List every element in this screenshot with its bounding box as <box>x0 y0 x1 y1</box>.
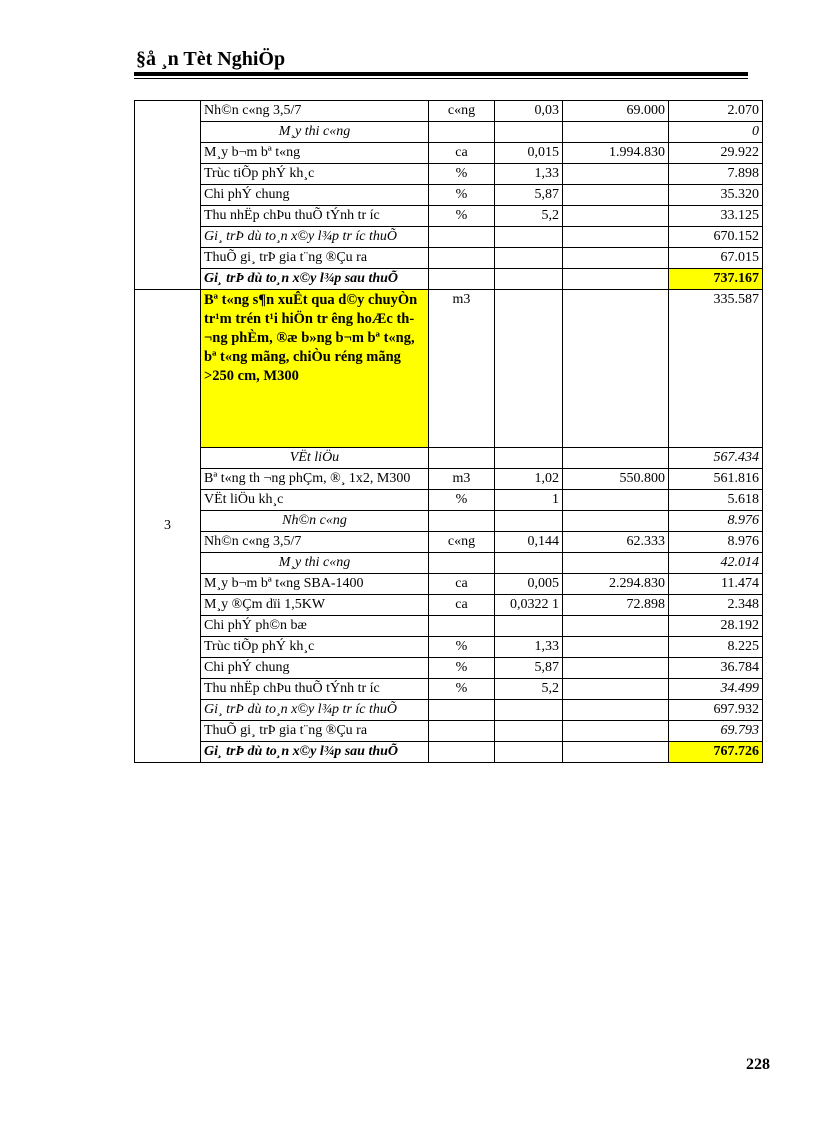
row-quantity: 0,005 <box>495 574 563 595</box>
row-amount: 34.499 <box>669 679 763 700</box>
row-quantity: 5,2 <box>495 206 563 227</box>
row-amount: 5.618 <box>669 490 763 511</box>
table-row <box>135 206 763 227</box>
row-unit <box>429 511 495 532</box>
row-unit-price: 1.994.830 <box>563 143 669 164</box>
table-row <box>135 616 763 637</box>
table-row <box>135 185 763 206</box>
item-header-row <box>135 290 763 448</box>
cost-estimate-table <box>134 100 763 763</box>
row-unit-price <box>563 616 669 637</box>
row-amount: 697.932 <box>669 700 763 721</box>
row-amount: 11.474 <box>669 574 763 595</box>
table-row <box>135 490 763 511</box>
table-row <box>135 700 763 721</box>
table-row <box>135 248 763 269</box>
row-unit <box>429 227 495 248</box>
table-row <box>135 658 763 679</box>
table-row <box>135 637 763 658</box>
table-row <box>135 143 763 164</box>
total-unit-price <box>563 742 669 763</box>
item-unit-cell: m3 <box>429 290 495 448</box>
table-row <box>135 595 763 616</box>
row-unit-price: 62.333 <box>563 532 669 553</box>
header-rule-thin <box>134 78 748 79</box>
row-amount: 28.192 <box>669 616 763 637</box>
row-unit <box>429 448 495 469</box>
row-unit <box>429 122 495 143</box>
row-unit-price: 2.294.830 <box>563 574 669 595</box>
row-quantity: 0,144 <box>495 532 563 553</box>
row-unit-price: 72.898 <box>563 595 669 616</box>
row-amount: 8.976 <box>669 532 763 553</box>
table-row <box>135 511 763 532</box>
row-description: Chi phÝ chung <box>201 185 429 206</box>
row-description: Nh©n c«ng 3,5/7 <box>201 101 429 122</box>
row-description: Bª t«ng th ¬ng phÇm, ®¸ 1x2, M300 <box>201 469 429 490</box>
row-unit: % <box>429 490 495 511</box>
row-quantity: 0,015 <box>495 143 563 164</box>
row-amount: 29.922 <box>669 143 763 164</box>
table-row <box>135 448 763 469</box>
table-item-3 <box>135 290 763 763</box>
row-unit: % <box>429 637 495 658</box>
row-amount: 2.070 <box>669 101 763 122</box>
table-row <box>135 164 763 185</box>
row-amount: 7.898 <box>669 164 763 185</box>
total-quantity <box>495 742 563 763</box>
item-price-cell <box>563 290 669 448</box>
row-description: Thu nhËp chÞu thuÕ tÝnh tr íc <box>201 679 429 700</box>
row-amount: 35.320 <box>669 185 763 206</box>
row-unit-price <box>563 206 669 227</box>
row-unit-price <box>563 553 669 574</box>
row-unit-price <box>563 721 669 742</box>
row-quantity: 0,03 <box>495 101 563 122</box>
row-unit: c«ng <box>429 532 495 553</box>
total-unit-price <box>563 269 669 290</box>
row-description: Trùc tiÕp phÝ kh¸c <box>201 164 429 185</box>
total-unit <box>429 742 495 763</box>
document-header-title: §å ¸n Tèt NghiÖp <box>136 48 286 70</box>
row-amount: 670.152 <box>669 227 763 248</box>
row-quantity <box>495 700 563 721</box>
total-amount: 767.726 <box>669 742 763 763</box>
row-amount: 33.125 <box>669 206 763 227</box>
row-unit-price <box>563 511 669 532</box>
row-unit: m3 <box>429 469 495 490</box>
row-unit-price <box>563 122 669 143</box>
row-quantity <box>495 616 563 637</box>
row-unit-price <box>563 248 669 269</box>
item-index-cell: 3 <box>135 290 201 763</box>
total-unit <box>429 269 495 290</box>
row-amount: 0 <box>669 122 763 143</box>
row-quantity <box>495 248 563 269</box>
total-row <box>135 742 763 763</box>
row-unit <box>429 553 495 574</box>
row-amount: 42.014 <box>669 553 763 574</box>
row-unit <box>429 616 495 637</box>
table-row <box>135 532 763 553</box>
row-unit-price <box>563 448 669 469</box>
row-quantity: 5,2 <box>495 679 563 700</box>
row-description: Nh©n c«ng 3,5/7 <box>201 532 429 553</box>
row-description: Thu nhËp chÞu thuÕ tÝnh tr íc <box>201 206 429 227</box>
row-description: M¸y b¬m bª t«ng <box>201 143 429 164</box>
table-row <box>135 721 763 742</box>
row-quantity: 1,02 <box>495 469 563 490</box>
row-unit: % <box>429 185 495 206</box>
row-unit-price <box>563 679 669 700</box>
row-description: ThuÕ gi¸ trÞ gia t¨ng ®Çu ra <box>201 721 429 742</box>
row-unit-price <box>563 490 669 511</box>
row-quantity: 1 <box>495 490 563 511</box>
row-amount: 567.434 <box>669 448 763 469</box>
table-row <box>135 469 763 490</box>
row-amount: 561.816 <box>669 469 763 490</box>
item-description-cell: Bª t«ng s¶n xuÊt qua d©y chuyÒn tr¹m trén t¹i hiÖn tr êng hoÆc th ¬ng phÈm, ®æ b»ng b¬m bª t«ng, bª t«ng mãng, chiÒu réng mãng >250 cm, M300 <box>201 290 429 448</box>
table-group-1 <box>135 101 763 290</box>
group-index-cell <box>135 101 201 290</box>
total-row <box>135 269 763 290</box>
row-unit <box>429 721 495 742</box>
row-quantity: 5,87 <box>495 185 563 206</box>
row-unit: ca <box>429 595 495 616</box>
row-unit-price <box>563 658 669 679</box>
table-row <box>135 122 763 143</box>
row-unit <box>429 700 495 721</box>
row-description: ThuÕ gi¸ trÞ gia t¨ng ®Çu ra <box>201 248 429 269</box>
row-description: Chi phÝ ph©n bæ <box>201 616 429 637</box>
row-unit-price <box>563 637 669 658</box>
row-unit: % <box>429 679 495 700</box>
row-unit: % <box>429 164 495 185</box>
total-description: Gi¸ trÞ dù to¸n x©y l¾p sau thuÕ <box>201 269 429 290</box>
table-row <box>135 553 763 574</box>
table-row <box>135 227 763 248</box>
row-unit: ca <box>429 574 495 595</box>
row-amount: 8.976 <box>669 511 763 532</box>
row-quantity <box>495 721 563 742</box>
row-unit: c«ng <box>429 101 495 122</box>
total-amount: 737.167 <box>669 269 763 290</box>
row-description: Gi¸ trÞ dù to¸n x©y l¾p tr íc thuÕ <box>201 227 429 248</box>
row-quantity <box>495 448 563 469</box>
row-unit-price: 69.000 <box>563 101 669 122</box>
item-qty-cell <box>495 290 563 448</box>
row-amount: 8.225 <box>669 637 763 658</box>
row-description: M¸y thi c«ng <box>201 553 429 574</box>
row-quantity <box>495 227 563 248</box>
table-row <box>135 574 763 595</box>
row-unit: ca <box>429 143 495 164</box>
row-unit-price <box>563 700 669 721</box>
row-amount: 69.793 <box>669 721 763 742</box>
row-description: M¸y b¬m bª t«ng SBA-1400 <box>201 574 429 595</box>
row-unit-price <box>563 185 669 206</box>
row-quantity <box>495 553 563 574</box>
row-unit-price <box>563 164 669 185</box>
row-amount: 67.015 <box>669 248 763 269</box>
row-unit: % <box>429 206 495 227</box>
page-number: 228 <box>746 1056 770 1073</box>
row-quantity: 1,33 <box>495 637 563 658</box>
row-description: Gi¸ trÞ dù to¸n x©y l¾p tr íc thuÕ <box>201 700 429 721</box>
row-description: VËt liÖu <box>201 448 429 469</box>
row-unit-price: 550.800 <box>563 469 669 490</box>
row-amount: 36.784 <box>669 658 763 679</box>
row-description: M¸y thi c«ng <box>201 122 429 143</box>
row-quantity <box>495 511 563 532</box>
header-rule-thick <box>134 72 748 76</box>
row-unit <box>429 248 495 269</box>
row-description: Chi phÝ chung <box>201 658 429 679</box>
table-row <box>135 101 763 122</box>
total-quantity <box>495 269 563 290</box>
row-amount: 2.348 <box>669 595 763 616</box>
row-unit-price <box>563 227 669 248</box>
row-description: VËt liÖu kh¸c <box>201 490 429 511</box>
row-description: Nh©n c«ng <box>201 511 429 532</box>
row-quantity <box>495 122 563 143</box>
total-description: Gi¸ trÞ dù to¸n x©y l¾p sau thuÕ <box>201 742 429 763</box>
row-description: M¸y ®Çm dïi 1,5KW <box>201 595 429 616</box>
row-unit: % <box>429 658 495 679</box>
table-row <box>135 679 763 700</box>
row-quantity: 1,33 <box>495 164 563 185</box>
row-quantity: 0,0322 1 <box>495 595 563 616</box>
item-amount-cell: 335.587 <box>669 290 763 448</box>
row-quantity: 5,87 <box>495 658 563 679</box>
row-description: Trùc tiÕp phÝ kh¸c <box>201 637 429 658</box>
